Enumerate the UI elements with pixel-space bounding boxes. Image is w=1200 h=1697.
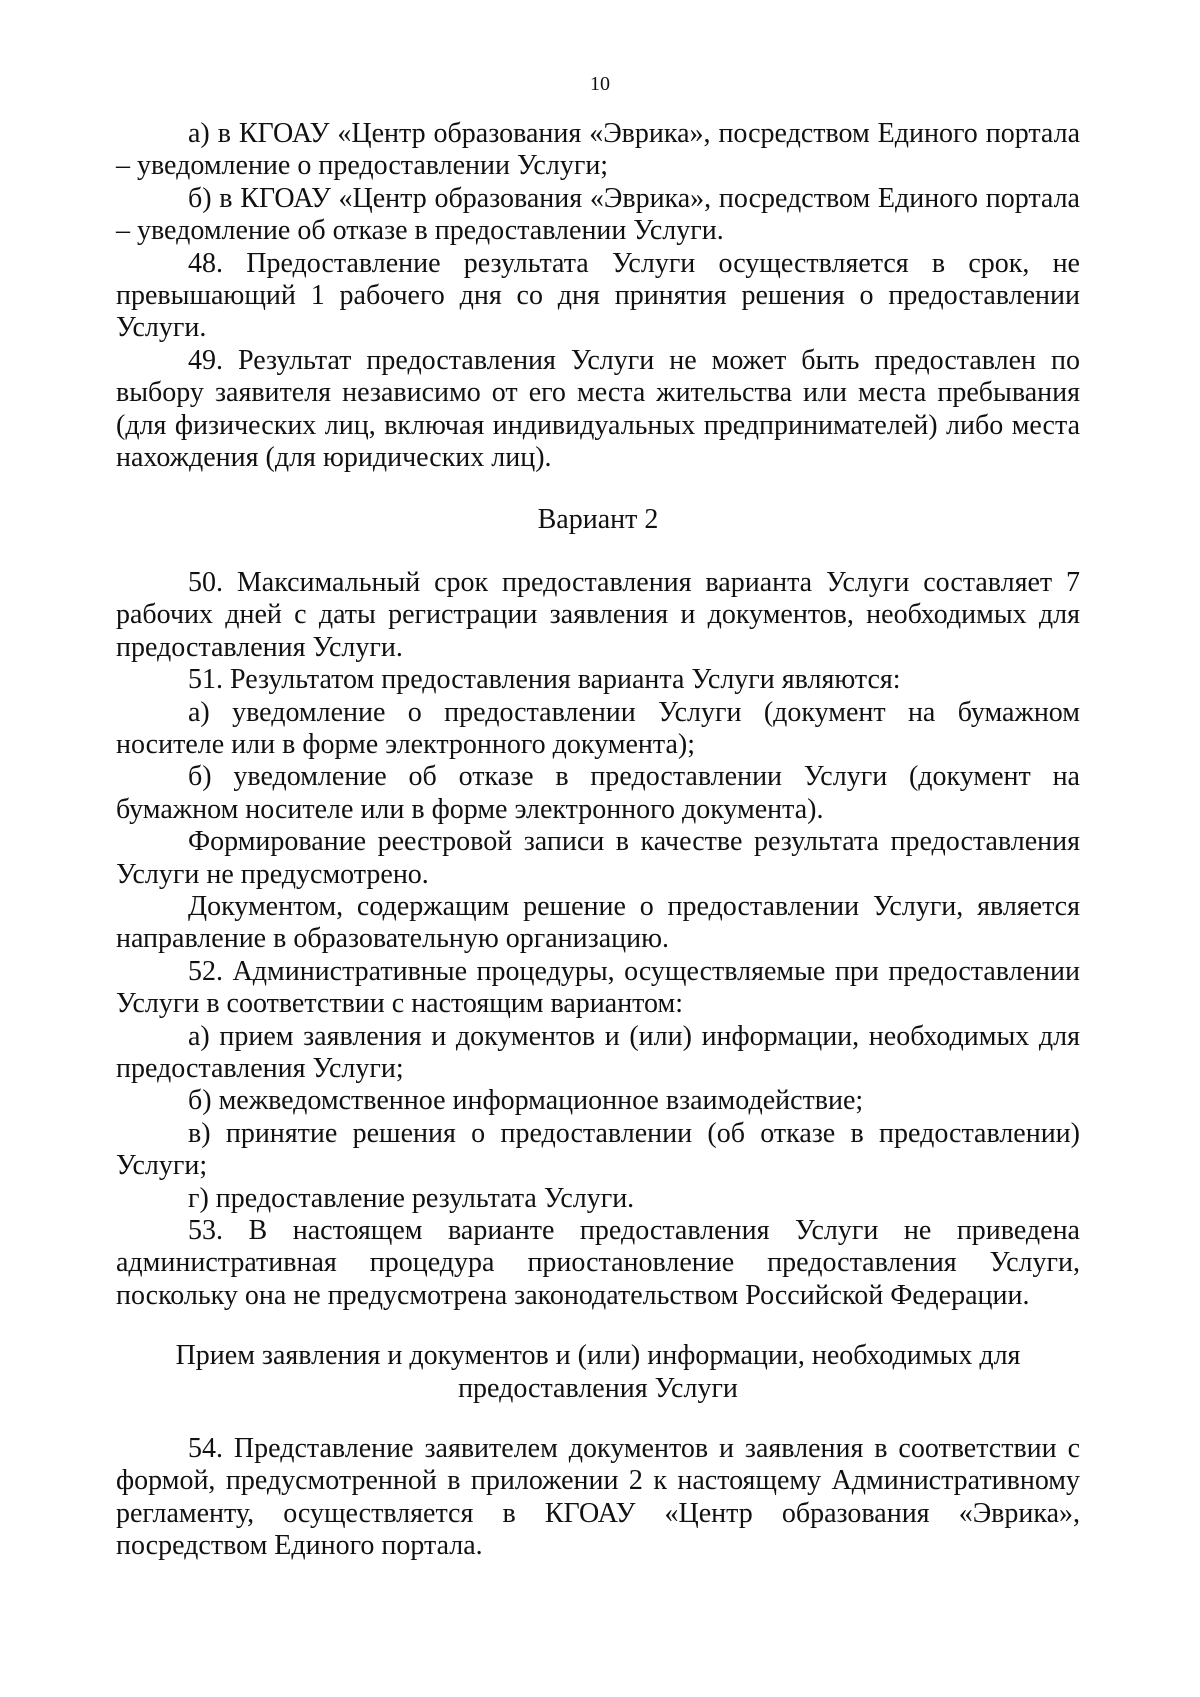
paragraph-b-refusal-notice: б) в КГОАУ «Центр образования «Эврика», посредством Единого портала – уведомление об отказе в предоставлении Услуги. <box>116 182 1080 247</box>
paragraph-52: 52. Административные процедуры, осуществляемые при предоставлении Услуги в соответствии с настоящим вариантом: <box>116 955 1080 1020</box>
paragraph-52-d: г) предоставление результата Услуги. <box>188 1182 635 1214</box>
heading-application-intake-line-1: Прием заявления и документов и (или) информации, необходимых для <box>175 1340 1021 1372</box>
paragraph-52-c: в) принятие решения о предоставлении (об отказе в предоставлении) Услуги; <box>116 1117 1080 1182</box>
page-number: 10 <box>590 73 610 95</box>
heading-variant-2: Вариант 2 <box>537 504 659 536</box>
paragraph-48: 48. Предоставление результата Услуги осуществляется в срок, не превышающий 1 рабочего дня со дня принятия решения о предоставлении Услуги. <box>116 247 1080 344</box>
paragraph-52-a: а) прием заявления и документов и (или) информации, необходимых для предоставления Услуги; <box>116 1020 1080 1084</box>
document-body <box>116 118 1080 1563</box>
paragraph-51-b: б) уведомление об отказе в предоставлении Услуги (документ на бумажном носителе или в форме электронного документа). <box>116 761 1080 825</box>
paragraph-decision-document: Документом, содержащим решение о предоставлении Услуги, является направление в образовательную организацию. <box>116 890 1080 955</box>
paragraph-53: 53. В настоящем варианте предоставления Услуги не приведена административная процедура приостановление предоставления Услуги, поскольку она не предусмотрена законодательством Российской Федерации. <box>116 1215 1080 1311</box>
paragraph-51-a: а) уведомление о предоставлении Услуги (документ на бумажном носителе или в форме электронного документа); <box>116 696 1080 760</box>
paragraph-52-b: б) межведомственное информационное взаимодействие; <box>188 1085 864 1117</box>
paragraph-50: 50. Максимальный срок предоставления варианта Услуги составляет 7 рабочих дней с даты регистрации заявления и документов, необходимых для предоставления Услуги. <box>116 566 1080 663</box>
heading-application-intake <box>116 1340 1080 1405</box>
paragraph-registry-record: Формирование реестровой записи в качестве результата предоставления Услуги не предусмотрено. <box>116 826 1080 890</box>
heading-application-intake-line-2: предоставления Услуги <box>458 1372 738 1404</box>
paragraph-49: 49. Результат предоставления Услуги не может быть предоставлен по выбору заявителя независимо от его места жительства или места пребывания (для физических лиц, включая индивидуальных предпринимателей) либо места нахождения (для юридических лиц). <box>116 344 1080 474</box>
paragraph-51: 51. Результатом предоставления варианта Услуги являются: <box>188 664 901 696</box>
paragraph-54: 54. Представление заявителем документов и заявления в соответствии с формой, предусмотренной в приложении 2 к настоящему Административному регламенту, осуществляется в КГОАУ «Центр образования «Эврика», посредством Единого портала. <box>116 1433 1080 1562</box>
paragraph-a-success-notice: а) в КГОАУ «Центр образования «Эврика», посредством Единого портала – уведомление о предоставлении Услуги; <box>116 118 1080 182</box>
